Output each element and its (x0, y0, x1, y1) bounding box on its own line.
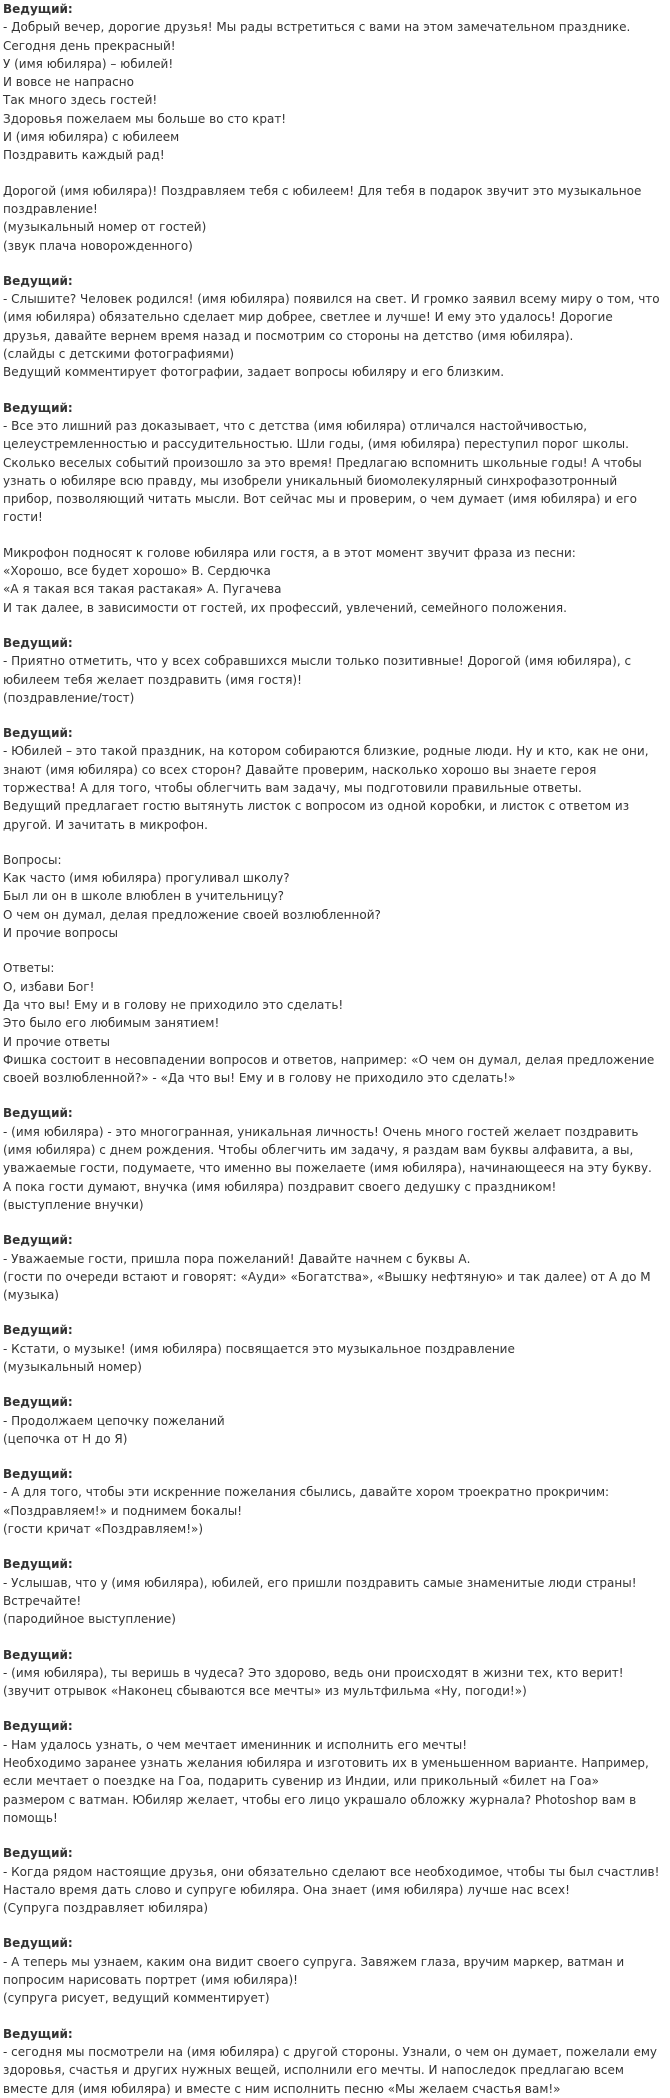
script-block (3, 851, 661, 942)
script-line: Здоровья пожелаем мы больше во сто крат! (3, 111, 287, 126)
script-line: (звук плача новорожденного) (3, 238, 193, 253)
script-line: (слайды с детскими фотографиями) (3, 347, 235, 362)
speaker-label: Ведущий: (3, 1323, 73, 1338)
script-line: У (имя юбиляра) – юбилей! (3, 56, 174, 71)
script-block (3, 1844, 661, 1917)
speaker-label: Ведущий: (3, 635, 73, 650)
script-line: Ответы: (3, 961, 55, 976)
script-block (3, 182, 661, 255)
script-line: (гости по очереди встают и говорят: «Ауди» «Богатства», «Вышку нефтяную» и так далее) от А до М (3, 1269, 651, 1284)
script-line: Вопросы: (3, 852, 62, 867)
script-block (3, 399, 661, 527)
script-block (3, 1465, 661, 1538)
script-line: И (имя юбиляра) с юбилеем (3, 130, 180, 145)
speaker-label: Ведущий: (3, 400, 73, 415)
script-line: - А теперь мы узнаем, каким она видит своего супруга. Завяжем глаза, вручим маркер, ватман и попросим нарисовать портрет (имя юбиляра)! (3, 1954, 625, 1988)
script-line: - Нам удалось узнать, о чем мечтает именинник и исполнить его мечты! (3, 1737, 468, 1752)
script-line: - сегодня мы посмотрели на (имя юбиляра) с другой стороны. Узнали, о чем он думает, пожелали ему здоровья, счастья и других нужных вещей, исполнили его мечты. И напоследок предлагаю всем вместе для (имя юбиляра) и вместе с ним исполнить песню «Мы желаем счастья вам!» (3, 2044, 658, 2096)
script-line: О, избави Бог! (3, 979, 95, 994)
speaker-label: Ведущий: (3, 726, 73, 741)
speaker-label: Ведущий: (3, 1846, 73, 1861)
script-line: - А для того, чтобы эти искренние пожелания сбылись, давайте хором троекратно прокричим: «Поздравляем!» и поднимем бокалы! (3, 1485, 610, 1518)
script-line: Ведущий предлагает гостю вытянуть листок с вопросом из одной коробки, и листок с ответом из другой. И зачитать в микрофон. (3, 799, 630, 832)
script-block (3, 1393, 661, 1448)
script-line: Микрофон подносят к голове юбиляра или гостя, а в этот момент звучит фраза из песни: (3, 545, 576, 560)
script-line: - (имя юбиляра), ты веришь в чудеса? Это здорово, ведь они происходят в жизни тех, кто верит! (3, 1665, 624, 1680)
script-line: - Приятно отметить, что у всех собравшихся мысли только позитивные! Дорогой (имя юбиляра), с юбилеем тебя желает поздравить (имя гостя)! (3, 654, 632, 687)
script-block (3, 1231, 661, 1304)
script-line: И прочие вопросы (3, 926, 118, 941)
script-line: - Юбилей – это такой праздник, на котором собираются близкие, родные люди. Ну и кто, как не они, знают (имя юбиляра) со всех сторон? Давайте проверим, насколько хорошо вы знаете героя торжества! А для того, чтобы облегчить вам задачу, мы подготовили правильные ответы. (3, 744, 649, 795)
script-line: (музыкальный номер) (3, 1360, 142, 1374)
script-line: Поздравить каждый рад! (3, 148, 165, 163)
script-line: - Продолжаем цепочку пожеланий (3, 1413, 225, 1428)
script-line: «А я такая вся такая растакая» А. Пугачева (3, 582, 282, 597)
speaker-label: Ведущий: (3, 1557, 73, 1572)
script-block (3, 272, 661, 382)
script-block (3, 1555, 661, 1628)
script-block (3, 0, 661, 165)
speaker-label: Ведущий: (3, 2026, 73, 2041)
script-line: (супруга рисует, ведущий комментирует) (3, 1991, 270, 2006)
script-line: Дорогой (имя юбиляра)! Поздравляем тебя с юбилеем! Для тебя в подарок звучит это музыкальное поздравление! (3, 183, 642, 216)
script-line: Ведущий комментирует фотографии, задает вопросы юбиляру и его близким. (3, 365, 505, 380)
script-line: Необходимо заранее узнать желания юбиляра и изготовить их в уменьшенном варианте. Например, если мечтает о поездке на Гоа, подарить сувенир из Индии, или прикольный «билет на Гоа» размером с ватман. Юбиляр желает, чтобы его лицо украшало обложку журнала? Photoshop вам в помощь! (3, 1756, 649, 1825)
script-line: - Уважаемые гости, пришла пора пожеланий! Давайте начнем с буквы А. (3, 1251, 471, 1266)
script-line: (выступление внучки) (3, 1197, 144, 1212)
script-block (3, 2025, 661, 2098)
script-line: (цепочка от Н до Я) (3, 1431, 128, 1446)
speaker-label: Ведущий: (3, 273, 73, 288)
script-line: - (имя юбиляра) - это многогранная, уникальная личность! Очень много гостей желает поздравить (имя юбиляра) с днем рождения. Чтобы облегчить им задачу, я раздам вам буквы алфавита, а вы, уважаемые гости, подумаете, что именно вы пожелаете (имя юбиляра), начинающееся на эту букву. (3, 1124, 652, 1176)
speaker-label: Ведущий: (3, 1467, 73, 1482)
script-line: (Супруга поздравляет юбиляра) (3, 1901, 209, 1916)
script-block (3, 634, 661, 707)
speaker-label: Ведущий: (3, 1233, 73, 1248)
script-line: - Слышите? Человек родился! (имя юбиляра) появился на свет. И громко заявил всему миру о том, что (имя юбиляра) обязательно сделает мир добрее, светлее и лучше! И ему это удалось! Дорогие друзья, давайте вернем время назад и посмотрим со стороны на детство (имя юбиляра). (3, 292, 660, 343)
script-line: (пародийное выступление) (3, 1612, 176, 1627)
speaker-label: Ведущий: (3, 2, 73, 16)
script-block (3, 1104, 661, 1214)
script-line: - Кстати, о музыке! (имя юбиляра) посвящается это музыкальное поздравление (3, 1341, 515, 1356)
script-line: Это было его любимым занятием! (3, 1016, 220, 1031)
script-line: Как часто (имя юбиляра) прогуливал школу? (3, 871, 290, 886)
script-block (3, 544, 661, 617)
script-line: Фишка состоит в несовпадении вопросов и ответов, например: «О чем он думал, делая предложение своей возлюбленной?» - «Да что вы! Ему и в голову не приходило это сделать!» (3, 1052, 655, 1086)
script-block (3, 724, 661, 834)
script-line: - Когда рядом настоящие друзья, они обязательно сделают все необходимое, чтобы ты был счастлив! Настало время дать слово и супруге юбиляра. Она знает (имя юбиляра) лучше нас всех! (3, 1864, 660, 1897)
script-line: (поздравление/тост) (3, 690, 135, 705)
script-line: Да что вы! Ему и в голову не приходило это сделать! (3, 997, 344, 1012)
script-line: - Добрый вечер, дорогие друзья! Мы рады встретиться с вами на этом замечательном празднике. (3, 20, 631, 35)
script-line: Был ли он в школе влюблен в учительницу? (3, 889, 285, 904)
script-block (3, 1717, 661, 1827)
script-line: Сегодня день прекрасный! (3, 38, 176, 53)
script-line: И прочие ответы (3, 1034, 110, 1049)
script-block (3, 959, 661, 1087)
script-line: (звучит отрывок «Наконец сбываются все мечты» из мультфильма «Ну, погоди!») (3, 1684, 527, 1699)
script-line: О чем он думал, делая предложение своей возлюбленной? (3, 907, 381, 922)
speaker-label: Ведущий: (3, 1395, 73, 1410)
script-block (3, 1321, 661, 1376)
speaker-label: Ведущий: (3, 1106, 73, 1121)
speaker-label: Ведущий: (3, 1936, 73, 1951)
speaker-label: Ведущий: (3, 1647, 73, 1662)
script-line: (гости кричат «Поздравляем!») (3, 1522, 204, 1537)
speaker-label: Ведущий: (3, 1719, 73, 1734)
script-block (3, 1646, 661, 1701)
script-line: «Хорошо, все будет хорошо» В. Сердючка (3, 564, 271, 579)
script-line: (музыка) (3, 1288, 59, 1303)
script-line: А пока гости думают, внучка (имя юбиляра) поздравит своего дедушку с праздником! (3, 1179, 557, 1194)
script-line: - Все это лишний раз доказывает, что с детства (имя юбиляра) отличался настойчивостью, целеустремленностью и рассудительностью. Шли годы, (имя юбиляра) переступил порог школы. Сколько веселых событий произошло за это время! Предлагаю вспомнить школьные годы! А чтобы узнать о юбиляре всю правду, мы изобрели уникальный биомолекулярный синхрофазотронный прибор, позволяющий читать мысли. Вот сейчас мы и проверим, о чем думает (имя юбиляра) и его гости! (3, 418, 642, 525)
script-line: - Услышав, что у (имя юбиляра), юбилей, его пришли поздравить самые знаменитые люди страны! Встречайте! (3, 1575, 637, 1608)
script-line: Так много здесь гостей! (3, 93, 158, 108)
script-line: И так далее, в зависимости от гостей, их профессий, увлечений, семейного положения. (3, 600, 567, 615)
script-line: (музыкальный номер от гостей) (3, 220, 207, 235)
script-block (3, 1934, 661, 2007)
script-line: И вовсе не напрасно (3, 75, 134, 90)
